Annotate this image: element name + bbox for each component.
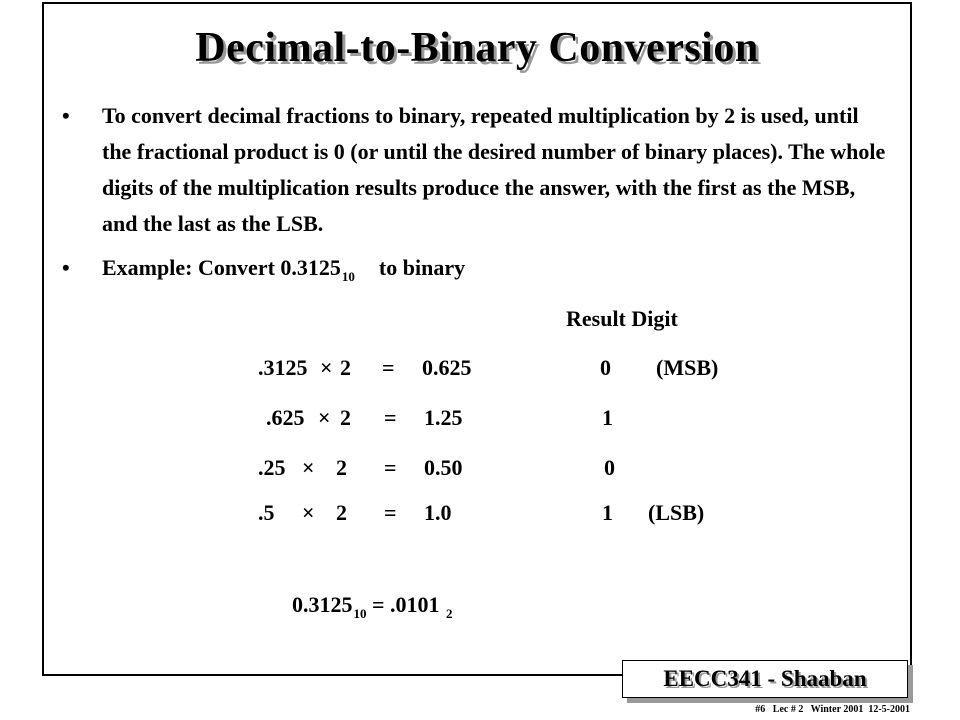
row-digit: 0	[600, 355, 611, 380]
result-equals: =	[372, 592, 385, 617]
bullet-dot: •	[62, 103, 70, 128]
row-product: 0.50	[424, 455, 463, 480]
bullet-dot: •	[62, 255, 70, 280]
row-operand: .3125	[258, 355, 308, 380]
footer-course-label: EECC341 - Shaaban	[622, 660, 908, 698]
row-digit: 1	[602, 500, 613, 525]
equals-sign: =	[384, 455, 397, 480]
row-factor: 2	[340, 355, 351, 380]
footer-info: #6 Lec # 2 Winter 2001 12-5-2001	[755, 704, 910, 715]
row-factor: 2	[336, 500, 347, 525]
bullet-text: To convert decimal fractions to binary, repeated multiplication by 2 is used, until the fractional product is 0 (or until the desired number of binary places). The whole digits of the multiplication results produce the answer, with the first as the MSB, and the last as the LSB.	[102, 103, 886, 236]
row-factor: 2	[340, 405, 351, 430]
slide-title: Decimal-to-Binary Conversion	[195, 25, 759, 71]
row-product: 0.625	[422, 355, 472, 380]
result-binary-base: 2	[446, 606, 453, 621]
row-operand: .5	[258, 500, 275, 525]
row-operand: .25	[258, 455, 286, 480]
row-digit: 1	[602, 405, 613, 430]
row-product: 1.0	[424, 500, 452, 525]
row-factor: 2	[336, 455, 347, 480]
times-sign: ×	[318, 405, 331, 430]
result-digit-header: Result Digit	[566, 306, 678, 331]
result-binary: .0101	[390, 592, 440, 617]
times-sign: ×	[320, 355, 333, 380]
row-product: 1.25	[424, 405, 463, 430]
times-sign: ×	[302, 455, 315, 480]
example-prefix: Example: Convert 0.3125	[102, 255, 341, 280]
row-note: (LSB)	[648, 500, 705, 525]
final-result	[292, 592, 453, 621]
result-decimal: 0.3125	[292, 592, 353, 617]
example-suffix: to binary	[378, 255, 466, 280]
row-operand: .625	[266, 405, 305, 430]
row-digit: 0	[604, 455, 615, 480]
equals-sign: =	[382, 355, 395, 380]
equals-sign: =	[384, 405, 397, 430]
times-sign: ×	[302, 500, 315, 525]
row-note: (MSB)	[656, 355, 719, 380]
equals-sign: =	[384, 500, 397, 525]
result-decimal-base: 10	[353, 606, 367, 621]
example-base-subscript: 10	[341, 269, 355, 284]
